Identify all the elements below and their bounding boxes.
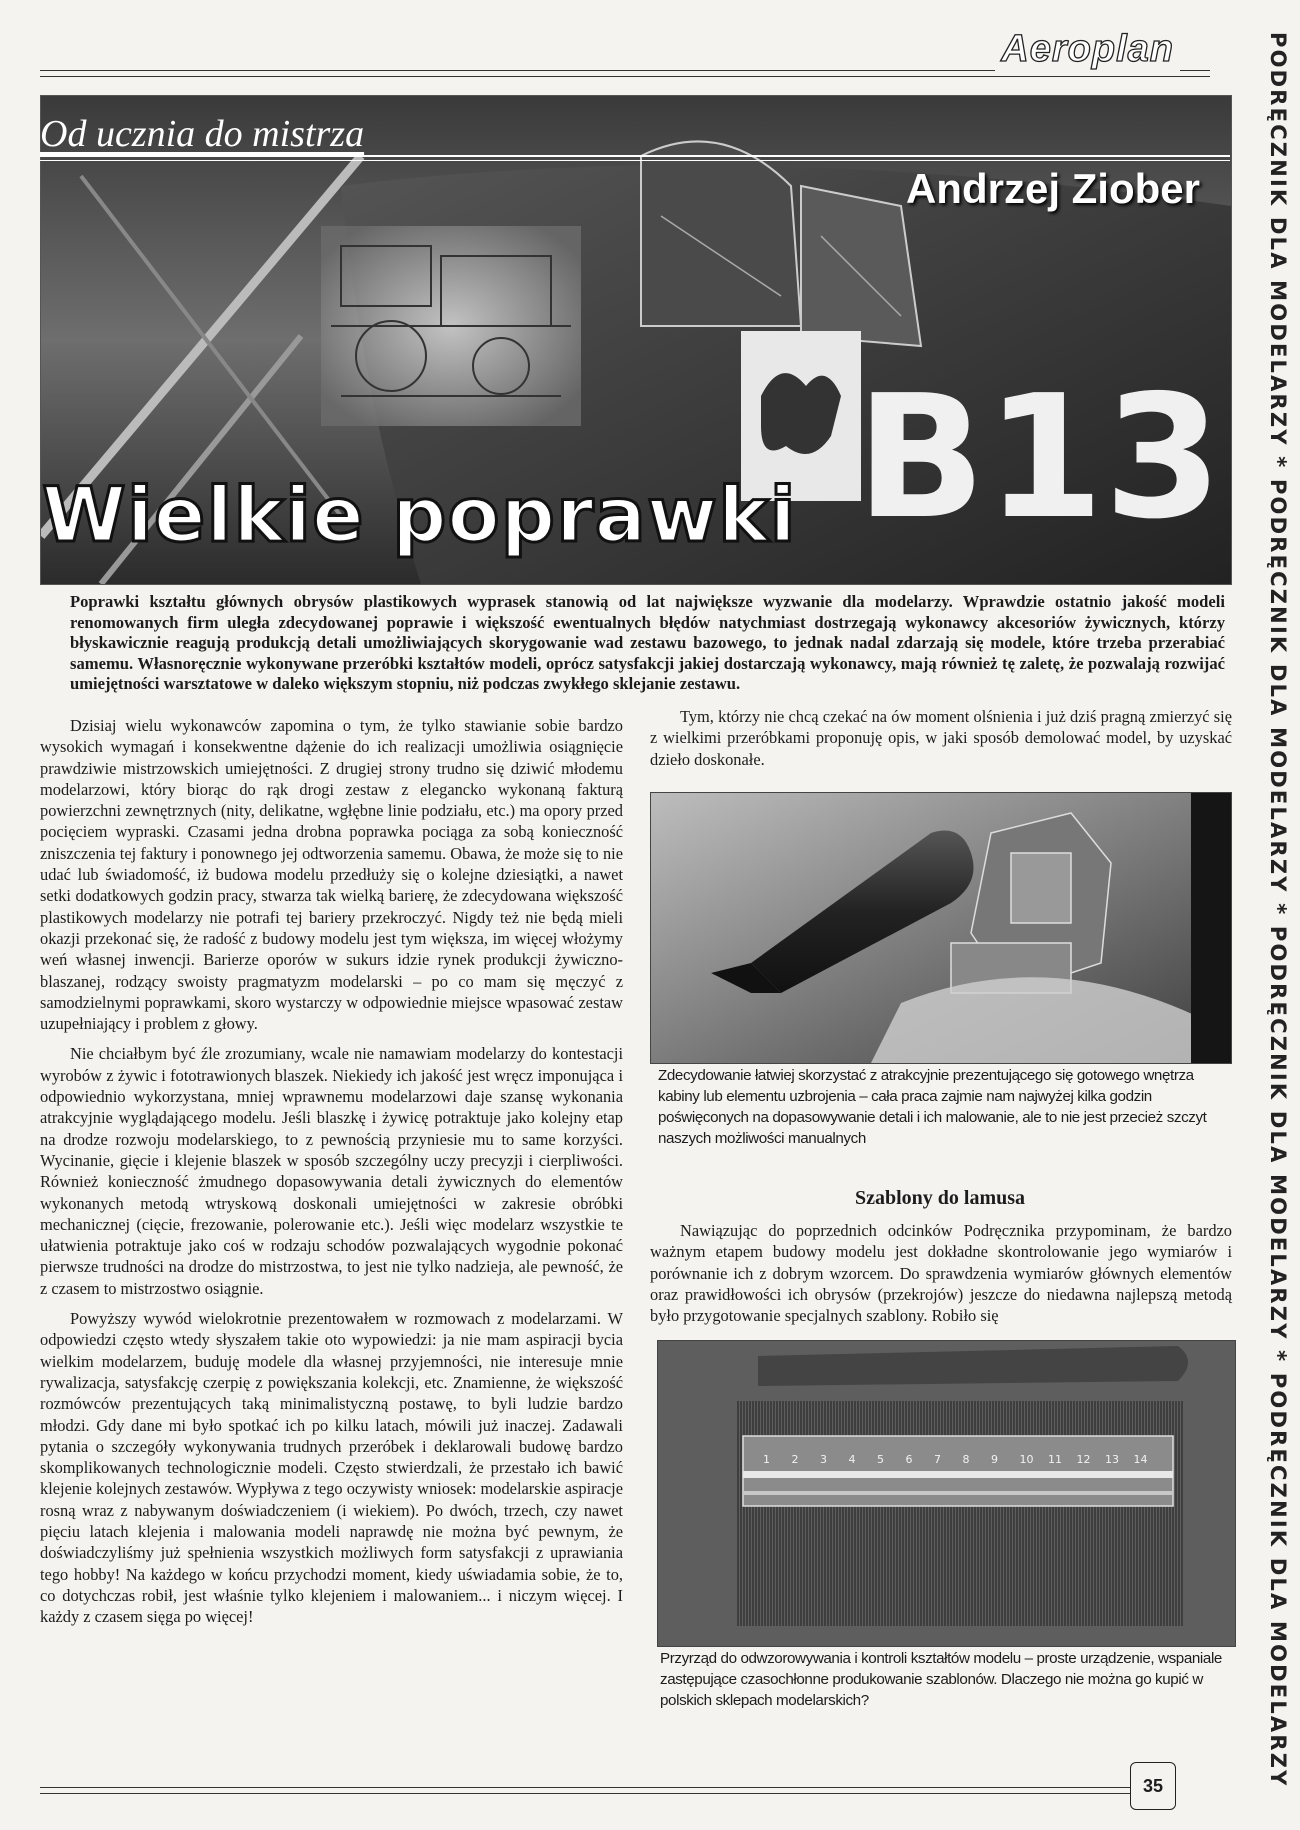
aircraft-code: B13	[856, 359, 1223, 557]
photo-caption-2: Przyrząd do odwzorowywania i kontroli kształtów modelu – proste urządzenie, wspaniale zastępujące czasochłonne produkowanie szablonów. Dlaczego nie można go kupić w polskich sklepach modelarskich?	[660, 1650, 1222, 1709]
body-paragraph: Powyższy wywód wielokrotnie prezentowałem w rozmowach z modelarzami. W odpowiedzi często wtedy słyszałem takie oto wypowiedzi: ja nie mam aspiracji bycia wielkim modelarzem, buduję modele dla własnej przyjemności, nie interesuje mnie rywalizacja, satysfakcję czerpię z powiększania kolekcji, etc. Znamienne, że większość rozmówców prezentujących taką minimalistyczną postawę, to byli ludzie bardzo młodzi. Gdy dane mi było spotkać ich po kilku latach, mówili już inaczej. Zadawali pytania o szczegóły wykonywania trudnych przeróbek i deklarowali budowę bardzo skomplikowanych technologicznie modeli. Często stwierdzali, że przestało ich bawić klejenie kolejnych zestawów. Wypływa z tego oczywisty wniosek: modelarskie aspiracje rosną wraz z nabywanym doświadczeniem (i wiekiem). Po dwóch, trzech, czy nawet pięciu latach klejenia i malowania modeli naprawdę nie można być pewnym, że doświadczyliśmy już spełnienia wszystkich możliwych form satysfakcji z uprawiania tego hobby! Na każdego w końcu przychodzi moment, kiedy uświadamia sobie, że to, co dotychczas robił, jest właśnie tylko klejeniem i malowaniem... i niczym więcej. I każdy z czasem sięga po więcej!	[40, 1309, 623, 1627]
body-paragraph: Nawiązując do poprzednich odcinków Podręcznika przypominam, że bardzo ważnym etapem budowy modelu jest dokładne skontrolowanie jego wymiarów i porównanie ich z dobrym wzorcem. Do sprawdzenia wymiarów głównych elementów oraz prawidłowości ich obrysów (przekrojów) jeszcze do niedawna najlepszą metodą było przygotowanie specjalnych szablony. Robiło się	[650, 1221, 1232, 1326]
photo-caption-1: Zdecydowanie łatwiej skorzystać z atrakcyjnie prezentującego się gotowego wnętrza kabiny lub elementu uzbrojenia – cała praca zajmie nam najwyżej kilka godzin poświęconych na dopasowywanie detali i ich malowanie, ale to nie jest przecież szczyt naszych możliwości manualnych	[658, 1067, 1207, 1147]
magazine-logo: Aeroplan	[995, 28, 1180, 71]
gauge-scale-label: 4	[848, 1453, 856, 1466]
series-title: Od ucznia do mistrza	[40, 113, 365, 155]
author-name: Andrzej Ziober	[905, 165, 1200, 212]
body-paragraph: Nie chciałbym być źle zrozumiany, wcale nie namawiam modelarzy do kontestacji wyrobów z żywic i fototrawionych blaszek. Niekiedy ich jakość jest wręcz imponująca i odpowiednio wykorzystana, mniej wprawnemu modelarzowi daje szansę wykonania atrakcyjnie wyglądającego modelu. Jeśli blaszkę i żywicę potraktuje jako kolejny etap na drodze rozwoju modelarskiego, to z pewnością przyniesie mu to same korzyści. Wycinanie, gięcie i klejenie blaszek w sposób szczególny uczy precyzji i cierpliwości. Również konieczność żmudnego dopasowywania detali żywicznych do elementów wykonanych metodą wtryskową doskonali umiejętności w zakresie obróbki mechanicznej (cięcie, frezowanie, polerowanie etc.). Jeśli więc modelarz wszystkie te ułatwienia potraktuje jako coś w rodzaju schodów pozwalających wygodnie pokonać pierwsze trudności na drodze do mistrzostwa, to jest nie tylko nadzieja, ale pewność, że z czasem to mistrzostwo osiągnie.	[40, 1044, 623, 1298]
gauge-scale-label: 14	[1133, 1453, 1148, 1466]
right-intro	[650, 706, 1232, 770]
series-rule	[40, 155, 1230, 161]
section-heading: Szablony do lamusa	[854, 1187, 1026, 1209]
gauge-scale-label: 10	[1019, 1453, 1034, 1466]
article-title: Wielkie poprawki	[42, 470, 797, 559]
contour-gauge-photo	[657, 1340, 1236, 1647]
gauge-scale-label: 11	[1048, 1453, 1062, 1466]
gauge-scale-label: 13	[1105, 1453, 1119, 1466]
gauge-scale-label: 7	[934, 1453, 941, 1466]
gauge-scale-label: 2	[791, 1453, 799, 1466]
lead-text: Poprawki kształtu głównych obrysów plastikowych wyprasek stanowią od lat największe wyzwanie dla modelarzy. Wprawdzie ostatnio jakość modeli renomowanych firm uległa zdecydowanej poprawie i większość ewentualnych błędów natychmiast dostrzegają wykonawcy akcesoriów żywicznych, którzy błyskawicznie reagują produkcją detali umożliwiających skorygowanie wad zestawu bazowego, to jednak nadal zdarzają się modele, które trzeba przerabiać samemu. Własnoręcznie wykonywane przeróbki kształtów modeli, oprócz satysfakcji jakiej dostarczają wykonawcy, mają również tę zaletę, że pozwalają rozwijać umiejętności warsztatowe w daleko większym stopniu, niż podczas zwykłego sklejanie zestawu.	[70, 592, 1225, 693]
gauge-scale-label: 12	[1076, 1453, 1091, 1466]
sidebar-running-text: PODRĘCZNIK DLA MODELARZY * PODRĘCZNIK DLA MODELARZY * PODRĘCZNIK DLA MODELARZY * PODRĘCZNIK DLA MODELARZY	[1266, 32, 1290, 1788]
contour-gauge-image	[658, 1341, 1235, 1646]
gauge-scale-label: 6	[905, 1453, 913, 1466]
gauge-scale-label: 1	[763, 1453, 770, 1466]
cockpit-detail-photo	[650, 792, 1232, 1064]
gauge-scale-label: 3	[820, 1453, 827, 1466]
gauge-scale-label: 8	[962, 1453, 970, 1466]
right-body	[650, 1220, 1232, 1326]
resin-cockpit-image	[651, 793, 1231, 1063]
left-column	[40, 715, 623, 1636]
header-rule	[40, 70, 1210, 77]
footer-rule	[40, 1787, 1160, 1794]
intro-paragraph: Tym, którzy nie chcą czekać na ów moment olśnienia i już dziś pragną zmierzyć się z wielkimi przeróbkami proponuję opis, w jaki sposób demolować model, by uzyskać dzieło doskonałe.	[650, 707, 1232, 769]
body-paragraph: Dzisiaj wielu wykonawców zapomina o tym, że tylko stawianie sobie bardzo wysokich wymagań i konsekwentne dążenie do ich realizacji umożliwia osiągnięcie prawdziwie mistrzowskich umiejętności. Z drugiej strony trudno się dziwić młodemu modelarzowi, który biorąc do rąk drogi zestaw z elegancko wykonaną fakturą powierzchni zewnętrznych (nity, delikatne, wgłębne linie podziału, etc.) ma opory przed pocięciem wypraski. Czasami jedna drobna poprawka pociąga za sobą konieczność zniszczenia tej faktury i ponownego jej odtworzenia samemu. Obawa, że może się to nie udać lub świadomość, iż budowa modelu przedłuży się o kolejne dziesiątki, a nawet setki dodatkowych godzin pracy, stwarza tak wielką barierę, że zdecydowana większość plastikowych modelarzy nie potrafi tej bariery przekroczyć. Nigdy też nie będą mieli okazji przekonać się, że radość z budowy modelu jest tym większa, im więcej włożymy weń własnej inwencji. Barierze oporów w sukurs idzie rynek produkcji żywiczno-blaszanej, rodzący swoisty pragmatyzm modelarski – po co mam się męczyć z samodzielnymi poprawkami, skoro wystarczy w odpowiednie miejsce wpasować zestaw uzupełniający i problem z głowy.	[40, 716, 623, 1034]
page-number: 35	[1130, 1762, 1176, 1810]
lead-paragraph	[70, 592, 1225, 695]
gauge-scale-label: 9	[991, 1453, 998, 1466]
gauge-scale-label: 5	[877, 1453, 884, 1466]
